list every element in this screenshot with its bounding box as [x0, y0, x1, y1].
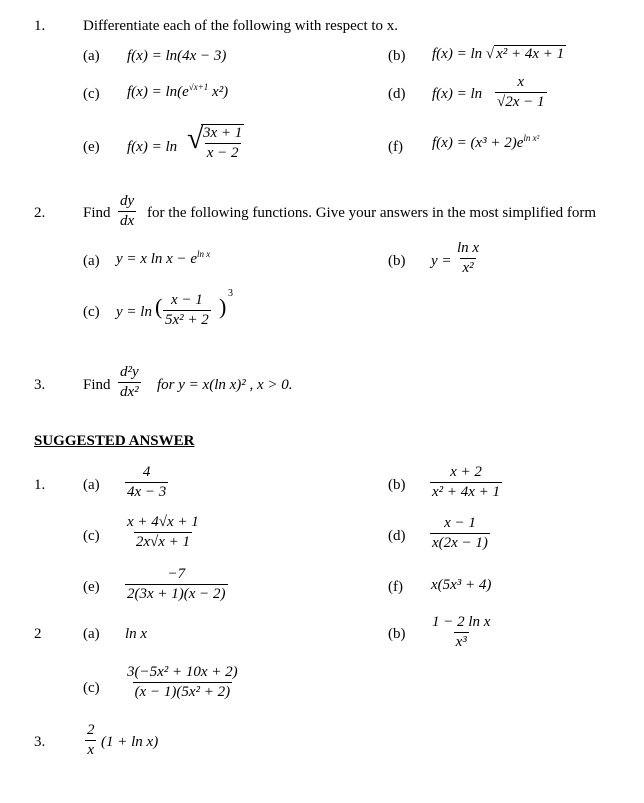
q1d-numerator: x — [517, 74, 525, 90]
q1d-fraction — [495, 74, 547, 111]
q2c-fraction — [163, 292, 211, 329]
q3-instruction: for y = x(ln x)² , x > 0. — [157, 377, 293, 393]
q2b-fraction — [455, 240, 481, 277]
q2-derivative — [118, 193, 136, 230]
q1c-tail: x²) — [208, 84, 229, 100]
q3-derivative-num: d²y — [120, 364, 139, 380]
a1a-label: (a) — [83, 477, 100, 493]
a2c-label: (c) — [83, 680, 100, 696]
a3-numerator: 2 — [87, 722, 95, 738]
a1a-numerator: 4 — [142, 464, 151, 480]
q1c-expression — [127, 84, 228, 101]
a2c-numerator: 3(−5x² + 10x + 2) — [127, 664, 238, 680]
q3-find: Find — [83, 377, 111, 393]
q1a-expression: f(x) = ln(4x − 3) — [127, 48, 227, 64]
q2c-exponent: 3 — [228, 288, 233, 299]
q3-number: 3. — [34, 377, 46, 393]
q2-find: Find — [83, 205, 111, 221]
a1c-label: (c) — [83, 528, 100, 544]
q1e-lhs: f(x) = ln — [127, 139, 178, 155]
q1b-label: (b) — [388, 48, 406, 64]
q2b-denominator: x² — [462, 260, 474, 276]
q3-derivative — [118, 364, 141, 401]
q1f-base: f(x) = (x³ + 2)e — [432, 135, 524, 151]
q3-derivative-den: dx² — [120, 384, 139, 400]
a1d-fraction — [430, 515, 490, 552]
a1b-denominator: x² + 4x + 1 — [432, 484, 501, 500]
q1e-fraction — [201, 124, 244, 162]
a1a-fraction — [125, 464, 168, 501]
q1-instruction: Differentiate each of the following with respect to x. — [83, 18, 399, 34]
q1b-expression: f(x) = ln √ x² + 4x + 1 — [432, 46, 565, 62]
a3-fraction — [85, 722, 97, 759]
a1f-expression: x(5x³ + 4) — [431, 577, 492, 593]
a1d-denominator: x(2x − 1) — [432, 535, 488, 551]
a2c-denominator: (x − 1)(5x² + 2) — [134, 684, 231, 700]
q2b-lhs: y = — [431, 253, 452, 269]
q2a-label: (a) — [83, 253, 100, 269]
q2-derivative-den: dx — [120, 213, 135, 229]
q1f-label: (f) — [388, 139, 403, 155]
a3-number: 3. — [34, 734, 46, 750]
q1b-radicand: x² + 4x + 1 — [496, 46, 565, 62]
a1d-label: (d) — [388, 528, 406, 544]
a1d-numerator: x − 1 — [444, 515, 476, 531]
a2b-denominator: x³ — [455, 634, 467, 650]
q2-instruction: for the following functions. Give your answers in the most simplified form — [147, 205, 597, 221]
q2c-denominator: 5x² + 2 — [165, 312, 209, 328]
a1e-denominator: 2(3x + 1)(x − 2) — [127, 586, 226, 602]
q2b-label: (b) — [388, 253, 406, 269]
a1f-label: (f) — [388, 579, 403, 595]
q1c-label: (c) — [83, 86, 100, 102]
q2-derivative-num: dy — [120, 193, 135, 209]
a1c-numerator: x + 4√x + 1 — [127, 514, 199, 530]
a2a-expression: ln x — [125, 626, 148, 642]
q2c-close-paren: ) — [219, 294, 227, 319]
a2b-fraction — [430, 614, 492, 651]
q2-number: 2. — [34, 205, 46, 221]
a3-denominator: x — [87, 742, 95, 758]
q2b-numerator: ln x — [457, 240, 480, 256]
q1b-lhs: f(x) = ln — [432, 46, 483, 62]
q1d-label: (d) — [388, 86, 406, 102]
q1e-label: (e) — [83, 139, 100, 155]
q2a-expression — [116, 251, 210, 268]
a2c-fraction — [125, 664, 240, 701]
a2a-label: (a) — [83, 626, 100, 642]
q1a-label: (a) — [83, 48, 100, 64]
a1a-denominator: 4x − 3 — [127, 484, 167, 500]
a1c-denominator: 2x√x + 1 — [135, 534, 190, 550]
a2-number: 2 — [34, 626, 42, 642]
a1b-numerator: x + 2 — [450, 464, 482, 480]
a2b-numerator: 1 − 2 ln x — [432, 614, 491, 630]
a1e-numerator: −7 — [167, 566, 186, 582]
q1e-denominator: x − 2 — [206, 145, 239, 161]
a1b-label: (b) — [388, 477, 406, 493]
q1f-expression — [432, 135, 539, 152]
q2c-label: (c) — [83, 304, 100, 320]
q1c-lhs: f(x) = ln(e — [127, 84, 189, 100]
q2a-base: y = x ln x − e — [116, 251, 198, 267]
q1e-radical-icon: √ — [187, 122, 204, 155]
q1d-lhs: f(x) = ln — [432, 86, 483, 102]
q1c-exponent: √x+1 — [188, 82, 209, 92]
q1f-exponent: ln x² — [523, 133, 540, 143]
a1e-fraction — [125, 566, 228, 603]
a1e-label: (e) — [83, 579, 100, 595]
answers-heading: SUGGESTED ANSWER — [34, 433, 195, 449]
q2c-lhs: y = ln — [116, 304, 152, 320]
q1d-denominator: √2x − 1 — [497, 94, 545, 110]
a2b-label: (b) — [388, 626, 406, 642]
a1-number: 1. — [34, 477, 46, 493]
q1-number: 1. — [34, 18, 46, 34]
a3-expression: (1 + ln x) — [101, 734, 159, 750]
a1b-fraction — [430, 464, 502, 501]
a1c-fraction — [125, 514, 201, 551]
q2c-open-paren: ( — [155, 294, 163, 319]
q2c-numerator: x − 1 — [171, 292, 203, 308]
q1e-numerator: 3x + 1 — [203, 125, 243, 141]
q2a-exponent: ln x — [197, 249, 211, 259]
